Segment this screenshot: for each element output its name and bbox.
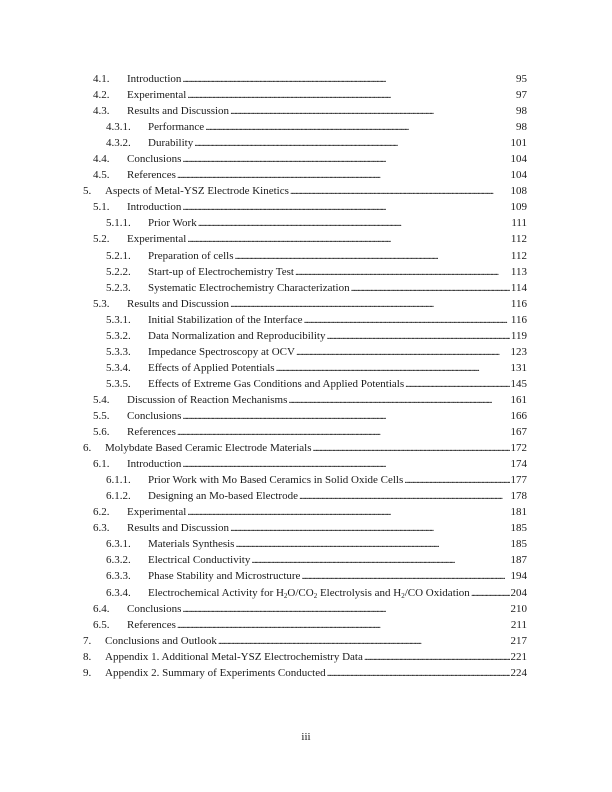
dot-leader <box>235 536 509 552</box>
toc-entry-title: Results and Discussion <box>127 105 230 118</box>
toc-entry-page: 114 <box>510 281 527 294</box>
toc-entry-title: Performance <box>148 121 205 134</box>
toc-entry-page: 185 <box>510 522 527 535</box>
toc-entry-number: 6.2. <box>93 506 110 519</box>
toc-entry-body <box>148 488 527 504</box>
toc-entry-page: 174 <box>510 458 527 471</box>
toc-entry-body <box>127 71 527 87</box>
toc-entry-body <box>148 376 527 392</box>
toc-entry-page: 224 <box>510 666 527 679</box>
toc-entry-body <box>127 408 527 424</box>
toc-entry-title: Materials Synthesis <box>148 538 235 551</box>
toc-entry[interactable] <box>0 71 612 87</box>
toc-entry[interactable] <box>0 103 612 119</box>
dot-leader <box>177 617 510 633</box>
toc-entry-number: 5.3.3. <box>106 345 131 358</box>
toc-entry-body <box>127 520 527 536</box>
toc-entry[interactable] <box>0 536 612 552</box>
toc-entry-number: 5.2.1. <box>106 249 131 262</box>
toc-entry-number: 6.5. <box>93 618 110 631</box>
dot-leader <box>182 456 509 472</box>
toc-entry-number: 5. <box>83 185 92 198</box>
toc-entry-body <box>148 568 527 584</box>
toc-entry-page: 95 <box>516 73 527 85</box>
toc-entry-title: References <box>127 169 176 182</box>
toc-entry[interactable] <box>0 119 612 135</box>
toc-entry[interactable] <box>0 296 612 312</box>
toc-entry-number: 4.5. <box>93 169 110 182</box>
toc-entry-title: Experimental <box>127 233 187 246</box>
toc-entry-body <box>127 231 527 247</box>
dot-leader <box>312 440 509 456</box>
toc-entry-title: Durability <box>148 137 194 150</box>
toc-entry-page: 187 <box>510 554 527 567</box>
dot-leader <box>251 552 509 568</box>
toc-entry-page: 101 <box>510 137 527 150</box>
toc-entry-number: 6.3.2. <box>106 554 131 567</box>
dot-leader <box>218 633 510 649</box>
toc-entry-title: Discussion of Reaction Mechanisms <box>127 393 288 406</box>
toc-entry-title: References <box>127 426 176 439</box>
toc-entry[interactable] <box>0 248 612 264</box>
toc-entry-page: 131 <box>510 361 527 374</box>
toc-entry-title: Data Normalization and Reproducibility <box>148 329 326 342</box>
toc-entry-body <box>148 248 527 264</box>
toc-entry-number: 6. <box>83 442 92 455</box>
toc-entry-title: Initial Stabilization of the Interface <box>148 313 303 326</box>
toc-entry-title: Designing an Mo-based Electrode <box>148 490 298 503</box>
toc-entry-number: 4.3.1. <box>106 121 131 134</box>
toc-entry-body <box>127 456 527 472</box>
toc-entry[interactable] <box>0 215 612 231</box>
dot-leader <box>194 135 509 151</box>
toc-entry[interactable] <box>0 504 612 520</box>
toc-entry-number: 6.3. <box>93 522 110 535</box>
toc-entry-title: Impedance Spectroscopy at OCV <box>148 345 295 358</box>
toc-entry-page: 161 <box>510 393 527 406</box>
dot-leader <box>182 199 509 215</box>
toc-entry[interactable] <box>0 520 612 536</box>
toc-entry-title: Results and Discussion <box>127 522 230 535</box>
toc-entry[interactable] <box>0 360 612 376</box>
toc-entry-title: Electrochemical Activity for $H_2O/CO_2$ Electrolysis and $H_2/CO$ Oxidation <box>148 586 470 600</box>
toc-entry-page: 104 <box>510 153 527 166</box>
dot-leader <box>288 392 509 408</box>
toc-entry-body <box>148 360 527 376</box>
toc-entry-number: 4.3.2. <box>106 137 131 150</box>
toc-entry-number: 5.2.2. <box>106 265 131 278</box>
toc-entry-body <box>148 344 527 360</box>
toc-entry[interactable] <box>0 552 612 568</box>
toc-entry-page: 112 <box>510 233 527 246</box>
toc-entry[interactable] <box>0 665 612 681</box>
dot-leader <box>295 264 510 280</box>
toc-entry-body <box>148 135 527 151</box>
toc-entry-number: 4.4. <box>93 153 110 166</box>
toc-entry-number: 8. <box>83 650 92 663</box>
toc-entry[interactable] <box>0 312 612 328</box>
toc-entry-number: 5.4. <box>93 393 110 406</box>
toc-entry[interactable] <box>0 199 612 215</box>
dot-leader <box>299 488 510 504</box>
toc-entry-body <box>105 440 527 456</box>
toc-entry-page: 116 <box>510 313 527 326</box>
toc-entry-page: 167 <box>510 426 527 439</box>
dot-leader <box>301 568 509 584</box>
toc-entry-number: 6.1.1. <box>106 474 131 487</box>
toc-entry-page: 145 <box>510 377 527 390</box>
toc-entry-title: Phase Stability and Microstructure <box>148 570 301 583</box>
toc-entry-title: Effects of Extreme Gas Conditions and Applied Potentials <box>148 377 405 390</box>
toc-entry-number: 6.4. <box>93 602 110 615</box>
toc-entry-page: 104 <box>510 169 527 182</box>
dot-leader <box>177 167 510 183</box>
toc-entry[interactable] <box>0 280 612 296</box>
page-number-footer: iii <box>301 731 311 743</box>
toc-entry-body <box>105 665 527 681</box>
toc-entry-body <box>127 167 527 183</box>
toc-entry-title: Aspects of Metal-YSZ Electrode Kinetics <box>105 185 289 198</box>
toc-entry-title: Conclusions <box>127 409 182 422</box>
toc-entry[interactable] <box>0 151 612 167</box>
toc-entry-number: 6.1. <box>93 458 110 471</box>
toc-entry-title: Start-up of Electrochemistry Test <box>148 265 294 278</box>
toc-entry[interactable] <box>0 601 612 617</box>
dot-leader <box>296 344 510 360</box>
toc-entry-body <box>148 119 527 135</box>
toc-entry-page: 98 <box>516 121 527 134</box>
toc-entry[interactable] <box>0 440 612 456</box>
toc-entry[interactable] <box>0 456 612 472</box>
toc-entry-body <box>127 617 527 633</box>
dot-leader <box>182 601 509 617</box>
toc-entry-title: Appendix 2. Summary of Experiments Conducted <box>105 666 326 679</box>
toc-entry[interactable] <box>0 424 612 440</box>
toc-entry-body <box>105 649 527 665</box>
toc-entry-body <box>148 280 527 296</box>
dot-leader <box>364 649 510 665</box>
dot-leader <box>235 248 510 264</box>
toc-entry-title: Introduction <box>127 73 182 85</box>
toc-entry-body <box>148 215 527 231</box>
toc-entry-page: 177 <box>510 474 527 487</box>
toc-entry-body <box>127 103 527 119</box>
toc-entry-page: 119 <box>510 329 527 342</box>
toc-entry-number: 6.1.2. <box>106 490 131 503</box>
toc-entry-page: 185 <box>510 538 527 551</box>
toc-entry-title: Conclusions and Outlook <box>105 634 217 647</box>
dot-leader <box>351 280 510 296</box>
dot-leader <box>182 151 509 167</box>
toc-entry-body <box>127 504 527 520</box>
toc-entry-page: 178 <box>510 490 527 503</box>
toc-entry[interactable] <box>0 231 612 247</box>
toc-entry-page: 217 <box>510 634 527 647</box>
toc-entry-body <box>127 151 527 167</box>
toc-entry-number: 5.3.5. <box>106 377 131 390</box>
table-of-contents <box>0 71 612 681</box>
toc-entry-page: 166 <box>510 409 527 422</box>
toc-entry-title: Prior Work with Mo Based Ceramics in Solid Oxide Cells <box>148 474 404 487</box>
toc-entry-number: 4.3. <box>93 105 110 118</box>
toc-entry-title: Introduction <box>127 201 182 214</box>
toc-entry-number: 4.1. <box>93 73 110 85</box>
toc-entry[interactable] <box>0 376 612 392</box>
toc-entry-title: Preparation of cells <box>148 249 234 262</box>
toc-entry-number: 5.3.4. <box>106 361 131 374</box>
toc-entry[interactable] <box>0 472 612 488</box>
toc-entry-body <box>127 424 527 440</box>
toc-entry-number: 5.2. <box>93 233 110 246</box>
toc-entry[interactable] <box>0 328 612 344</box>
toc-entry-body <box>127 601 527 617</box>
toc-entry[interactable] <box>0 344 612 360</box>
toc-entry-number: 5.2.3. <box>106 281 131 294</box>
toc-entry-page: 113 <box>510 265 527 278</box>
toc-entry-page: 116 <box>510 297 527 310</box>
toc-entry-body <box>127 87 527 103</box>
toc-entry-body <box>148 585 527 601</box>
toc-entry-number: 7. <box>83 634 92 647</box>
toc-entry-page: 97 <box>516 89 527 102</box>
toc-entry[interactable] <box>0 488 612 504</box>
dot-leader <box>276 360 510 376</box>
dot-leader <box>471 585 510 601</box>
dot-leader <box>230 520 509 536</box>
toc-entry-body <box>148 328 527 344</box>
toc-entry-page: 112 <box>510 249 527 262</box>
toc-entry-page: 194 <box>510 570 527 583</box>
toc-entry-number: 6.3.4. <box>106 586 131 599</box>
toc-entry-body <box>148 552 527 568</box>
toc-entry[interactable] <box>0 392 612 408</box>
dot-leader <box>187 231 510 247</box>
toc-entry[interactable] <box>0 617 612 633</box>
toc-entry-page: 221 <box>510 650 527 663</box>
toc-entry-page: 109 <box>510 201 527 214</box>
toc-entry-number: 5.3. <box>93 297 110 310</box>
dot-leader <box>177 424 510 440</box>
dot-leader <box>205 119 515 135</box>
toc-entry[interactable] <box>0 135 612 151</box>
toc-entry-body <box>105 633 527 649</box>
toc-entry-body <box>127 199 527 215</box>
toc-entry-title: Introduction <box>127 458 182 471</box>
toc-entry-title: Prior Work <box>148 217 197 230</box>
toc-entry-page: 181 <box>510 506 527 519</box>
toc-entry-title: Effects of Applied Potentials <box>148 361 275 374</box>
toc-entry[interactable] <box>0 568 612 584</box>
toc-entry-title: Molybdate Based Ceramic Electrode Materials <box>105 442 312 455</box>
toc-entry-body <box>105 183 527 199</box>
toc-entry-body <box>127 296 527 312</box>
toc-entry-page: 172 <box>510 442 527 455</box>
dot-leader <box>326 328 509 344</box>
toc-entry-title: Conclusions <box>127 153 182 166</box>
toc-entry-title: References <box>127 618 176 631</box>
toc-entry-number: 5.1. <box>93 201 110 214</box>
toc-entry-body <box>148 264 527 280</box>
toc-entry-number: 5.5. <box>93 409 110 422</box>
toc-entry-page: 210 <box>510 602 527 615</box>
toc-entry-title: Experimental <box>127 506 187 519</box>
toc-entry[interactable] <box>0 167 612 183</box>
dot-leader <box>290 183 510 199</box>
toc-entry-number: 5.3.2. <box>106 329 131 342</box>
toc-entry-title: Systematic Electrochemistry Characterization <box>148 281 350 294</box>
toc-entry-page: 204 <box>510 586 527 599</box>
dot-leader <box>304 312 510 328</box>
toc-entry-number: 6.3.1. <box>106 538 131 551</box>
toc-entry-body <box>148 472 527 488</box>
dot-leader <box>404 472 509 488</box>
toc-entry-number: 9. <box>83 666 92 679</box>
toc-entry[interactable] <box>0 649 612 665</box>
toc-entry[interactable] <box>0 264 612 280</box>
toc-entry[interactable] <box>0 87 612 103</box>
toc-entry-title: Conclusions <box>127 602 182 615</box>
toc-entry[interactable] <box>0 633 612 649</box>
toc-entry-number: 6.3.3. <box>106 570 131 583</box>
toc-entry-page: 111 <box>511 217 527 230</box>
dot-leader <box>230 103 515 119</box>
toc-entry-body <box>127 392 527 408</box>
toc-entry-page: 123 <box>510 345 527 358</box>
dot-leader <box>187 504 509 520</box>
toc-entry-number: 5.3.1. <box>106 313 131 326</box>
toc-entry-title: Results and Discussion <box>127 297 230 310</box>
toc-entry-number: 4.2. <box>93 89 110 102</box>
dot-leader <box>187 87 515 103</box>
dot-leader <box>230 296 510 312</box>
dot-leader <box>182 71 515 87</box>
toc-entry-page: 108 <box>510 185 527 198</box>
toc-entry[interactable] <box>0 183 612 199</box>
toc-entry-body <box>148 536 527 552</box>
toc-entry[interactable] <box>0 408 612 424</box>
dot-leader <box>198 215 511 231</box>
toc-entry-body <box>148 312 527 328</box>
toc-entry-title: Experimental <box>127 89 187 102</box>
toc-entry-number: 5.1.1. <box>106 217 131 230</box>
toc-entry-number: 5.6. <box>93 426 110 439</box>
toc-entry-title: Electrical Conductivity <box>148 554 251 567</box>
toc-entry-page: 98 <box>516 105 527 118</box>
dot-leader <box>405 376 509 392</box>
toc-entry-title: Appendix 1. Additional Metal-YSZ Electrochemistry Data <box>105 650 363 663</box>
toc-entry-page: 211 <box>510 618 527 631</box>
toc-entry[interactable] <box>0 585 612 601</box>
dot-leader <box>327 665 510 681</box>
dot-leader <box>182 408 509 424</box>
